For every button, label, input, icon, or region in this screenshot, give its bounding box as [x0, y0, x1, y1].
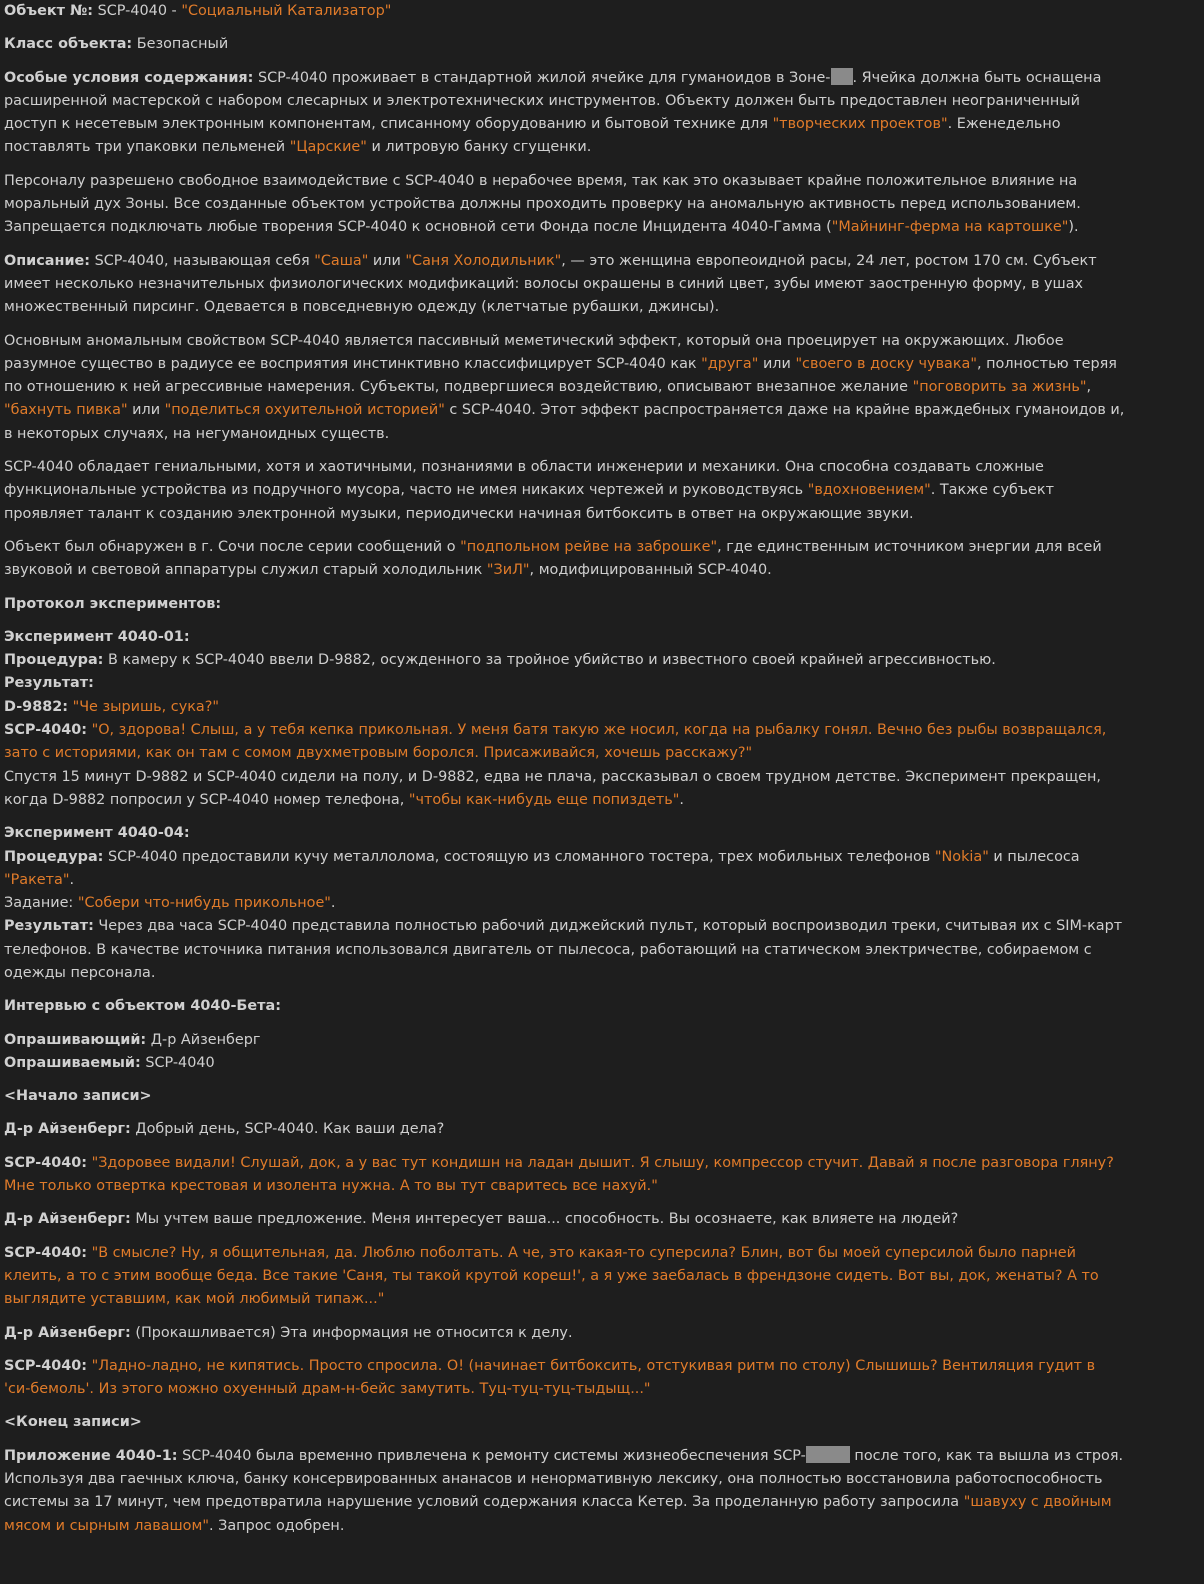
experiment-04 — [4, 822, 1126, 985]
containment-p2 — [4, 170, 1126, 240]
interview-line — [4, 1208, 1126, 1231]
redacted-block — [806, 1446, 850, 1463]
text-run: ). — [1068, 219, 1079, 236]
quote-run: "Собери что-нибудь прикольное" — [77, 895, 331, 912]
interview-line — [4, 1355, 1126, 1402]
speaker-label: Д-р Айзенберг: — [4, 1121, 131, 1138]
text-run: Объект был обнаружен в г. Сочи после серии сообщений о — [4, 538, 461, 555]
interviewer-name: Д-р Айзенберг — [146, 1031, 261, 1048]
text-run: . — [69, 871, 75, 888]
interviewee-name: SCP-4040 — [140, 1054, 215, 1071]
text-run: , полностью теряя по отношению к ней агрессивные намерения. Субъекты, подвергшиеся воздействию, описывают внезапное желание — [4, 355, 1117, 396]
result-label: Результат: — [4, 675, 94, 692]
text-run: с SCP-4040. Этот эффект распространяется даже на крайне враждебных гуманоидов и, в некоторых случаях, на негуманоидных существ. — [4, 402, 1125, 442]
description-label: Описание: — [4, 252, 91, 269]
containment-p1 — [4, 67, 1126, 160]
text-run: , модифицированный SCP-4040. — [529, 562, 772, 579]
text-run: . Запрос одобрен. — [208, 1517, 345, 1534]
quote-run: "Че зыришь, сука?" — [68, 698, 219, 715]
procedure-label: Процедура: — [4, 848, 104, 865]
text-run: , — это женщина европеоидной расы, 24 лет, ростом 170 см. Субъект имеет несколько незначительных физиологических модификаций: волосы окрашены в синий цвет, зубы имеют заостренную форму, в ушах множественный пирсинг. Одевается в повседневную одежду (клетчатые рубашки, джинсы). — [4, 252, 1097, 316]
text-run: В камеру к SCP-4040 ввели D-9882, осужденного за тройное убийство и известного своей крайней агрессивностью. — [103, 652, 996, 669]
text-run: SCP-4040 предоставили кучу металлолома, состоящую из сломанного тостера, трех мобильных телефонов — [103, 848, 935, 865]
quote-run: "друга" — [701, 355, 759, 372]
speaker-label: SCP-4040: — [4, 722, 87, 739]
quote-run: "шавуху с двойным мясом и сырным лавашом" — [4, 1494, 1112, 1534]
object-name: "Социальный Катализатор" — [181, 3, 392, 19]
quote-run: "Майнинг-ферма на картошке" — [831, 219, 1069, 236]
quote-run: "своего в доску чувака" — [795, 355, 977, 372]
text-run: . Также субъект проявляет талант к созданию электронной музыки, периодически начиная битбоксить в ответ на окружающие звуки. — [4, 482, 1054, 522]
text-run: (Прокашливается) Эта информация не относится к делу. — [130, 1324, 573, 1341]
text-run: и литровую банку сгущенки. — [366, 139, 592, 156]
text-run: и пылесоса — [988, 848, 1080, 865]
quote-run: "Царские" — [289, 139, 367, 156]
quote-run: "подпольном рейве на заброшке" — [460, 538, 718, 555]
text-run: или — [127, 402, 165, 419]
class-line — [4, 33, 1126, 56]
appendix-label: Приложение 4040-1: — [4, 1447, 178, 1464]
interview-heading — [4, 995, 1126, 1018]
interviewer-label: Опрашивающий: — [4, 1031, 147, 1048]
quote-run: "вдохновением" — [807, 482, 931, 499]
description-p4 — [4, 536, 1126, 583]
experiment-title: Эксперимент 4040-04: — [4, 825, 190, 842]
description-p2 — [4, 330, 1126, 446]
quote-run: "творческих проектов" — [772, 116, 948, 133]
quote-run: "ЗиЛ" — [486, 562, 530, 579]
result-label: Результат: — [4, 918, 94, 935]
redacted-block — [831, 68, 853, 85]
quote-run: "Ракета" — [4, 871, 70, 888]
text-run: Мы учтем ваше предложение. Меня интересует ваша... способность. Вы осознаете, как влияете на людей? — [130, 1211, 959, 1228]
interview-line — [4, 1118, 1126, 1141]
text-run: SCP-4040 была временно привлечена к ремонту системы жизнеобеспечения SCP- — [177, 1447, 806, 1464]
record-end — [4, 1411, 1126, 1434]
text-run: . Еженедельно поставлять три упаковки пельменей — [4, 116, 1061, 156]
experiments-heading — [4, 593, 1126, 616]
interview-line — [4, 1242, 1126, 1312]
quote-run: "Саша" — [314, 252, 369, 269]
section-heading: Интервью с объектом 4040-Бета: — [4, 998, 281, 1015]
interview-line — [4, 1322, 1126, 1345]
appendix — [4, 1445, 1126, 1538]
quote-run: "Саня Холодильник" — [405, 252, 562, 269]
text-run: Персоналу разрешено свободное взаимодействие с SCP-4040 в нерабочее время, так как это оказывает крайне положительное влияние на моральный дух Зоны. Все созданные объектом устройства должны проходить проверку на аномальную активность перед использованием. Запрещается подключать любые творения SCP-4040 к основной сети Фонда после Инцидента 4040-Гамма ( — [4, 172, 1081, 236]
text-run: Основным аномальным свойством SCP-4040 является пассивный меметический эффект, который она проецирует на окружающих. Любое разумное существо в радиусе ее восприятия инстинктивно классифицирует SCP-4040 как — [4, 332, 1064, 372]
speaker-label: SCP-4040: — [4, 1154, 87, 1171]
class-value: Безопасный — [132, 36, 229, 53]
text-run: SCP-4040, называющая себя — [90, 252, 315, 269]
speaker-label: SCP-4040: — [4, 1244, 87, 1261]
record-marker: <Конец записи> — [4, 1414, 142, 1431]
procedure-label: Процедура: — [4, 652, 104, 669]
text-run: , — [1086, 379, 1092, 396]
quote-run: "чтобы как-нибудь еще попиздеть" — [408, 791, 680, 808]
quote-run: "Ладно-ладно, не кипятись. Просто спросила. О! (начинает битбоксить, отстукивая ритм по столу) Слышишь? Вентиляция гудит в 'си-бемоль'. Из этого можно охуенный драм-н-бейс замутить. Туц-туц-туц-тыдыщ..." — [4, 1357, 1096, 1398]
experiment-01 — [4, 626, 1126, 812]
text-run: . — [679, 791, 684, 808]
quote-run: "поделиться охуительной историей" — [164, 402, 445, 419]
text-run: , где единственным источником энергии для всей звуковой и световой аппаратуры служил старый холодильник — [4, 538, 1102, 579]
speaker-label: D-9882: — [4, 698, 68, 715]
interviewee-label: Опрашиваемый: — [4, 1054, 141, 1071]
text-run: после того, как та вышла из строя. Используя два гаечных ключа, банку консервированных ананасов и ненормативную лексику, она полностью восстановила работоспособность системы за 17 минут, чем предотвратила нарушение условий содержания класса Кетер. За проделанную работу запросила — [4, 1447, 1124, 1511]
record-start — [4, 1085, 1126, 1108]
quote-run: "Здоровее видали! Слушай, док, а у вас тут кондишн на ладан дышит. Я слышу, компрессор стучит. Давай я после разговора гляну? Мне только отвертка крестовая и изолента нужна. А то вы тут сваритесь все нахуй." — [4, 1154, 1114, 1195]
containment-label: Особые условия содержания: — [4, 69, 254, 86]
speaker-label: Д-р Айзенберг: — [4, 1211, 131, 1228]
speaker-label: Д-р Айзенберг: — [4, 1324, 131, 1341]
speaker-label: SCP-4040: — [4, 1357, 87, 1374]
experiment-title: Эксперимент 4040-01: — [4, 628, 190, 645]
quote-run: "В смысле? Ну, я общительная, да. Люблю поболтать. А че, это какая-то суперсила? Блин, вот бы моей суперсилой было парней клеить, а то с этим вообще беда. Все такие 'Саня, ты такой крутой кореш!', а я уже заебалась в френдзоне сидеть. Вот вы, док, женаты? А то выглядите уставшим, как мой любимый типаж..." — [4, 1244, 1099, 1308]
text-run: . — [330, 895, 336, 912]
text-run: Спустя 15 минут D-9882 и SCP-4040 сидели на полу, и D-9882, едва не плача, рассказывал о своем трудном детстве. Эксперимент прекращен, когда D-9882 попросил у SCP-4040 номер телефона, — [4, 768, 1101, 808]
text-run: или — [368, 252, 406, 269]
text-run: или — [758, 355, 796, 372]
quote-run: "Nokia" — [934, 848, 989, 865]
record-marker: <Начало записи> — [4, 1088, 152, 1105]
task-label: Задание: — [4, 895, 78, 912]
object-label: Объект №: — [4, 3, 94, 19]
quote-run: "поговорить за жизнь" — [912, 379, 1087, 396]
object-id: SCP-4040 - — [93, 3, 182, 19]
description-p3 — [4, 456, 1126, 526]
text-run: Через два часа SCP-4040 представила полностью рабочий диджейский пульт, который воспроизводил треки, считывая их с SIM-карт телефонов. В качестве источника питания использовался двигатель от пылесоса, работающий на статическом электричестве, собираемом с одежды персонала. — [4, 918, 1123, 981]
section-heading: Протокол экспериментов: — [4, 595, 222, 612]
quote-run: "О, здорова! Слыш, а у тебя кепка прикольная. У меня батя такую же носил, когда на рыбалку гонял. Вечно без рыбы возвращался, зато с историями, как он там с сомом двухметровым боролся. Присаживайся, хочешь расскажу?" — [4, 722, 1107, 762]
text-run: Добрый день, SCP-4040. Как ваши дела? — [130, 1121, 445, 1138]
quote-run: "бахнуть пивка" — [4, 402, 128, 419]
interview-participants — [4, 1029, 1126, 1076]
class-label: Класс объекта: — [4, 36, 133, 53]
object-line — [4, 0, 1126, 23]
text-run: . Ячейка должна быть оснащена расширенной мастерской с набором слесарных и электротехнических инструментов. Объекту должен быть предоставлен неограниченный доступ к несетевым электронным компонентам, списанному оборудованию и бытовой технике для — [4, 69, 1102, 133]
text-run: SCP-4040 проживает в стандартной жилой ячейке для гуманоидов в Зоне- — [253, 69, 831, 86]
text-run: SCP-4040 обладает гениальными, хотя и хаотичными, познаниями в области инженерии и механики. Она способна создавать сложные функциональные устройства из подручного мусора, часто не имея никаких чертежей и руководствуясь — [4, 459, 1044, 499]
interview-line — [4, 1152, 1126, 1199]
description-p1 — [4, 250, 1126, 320]
